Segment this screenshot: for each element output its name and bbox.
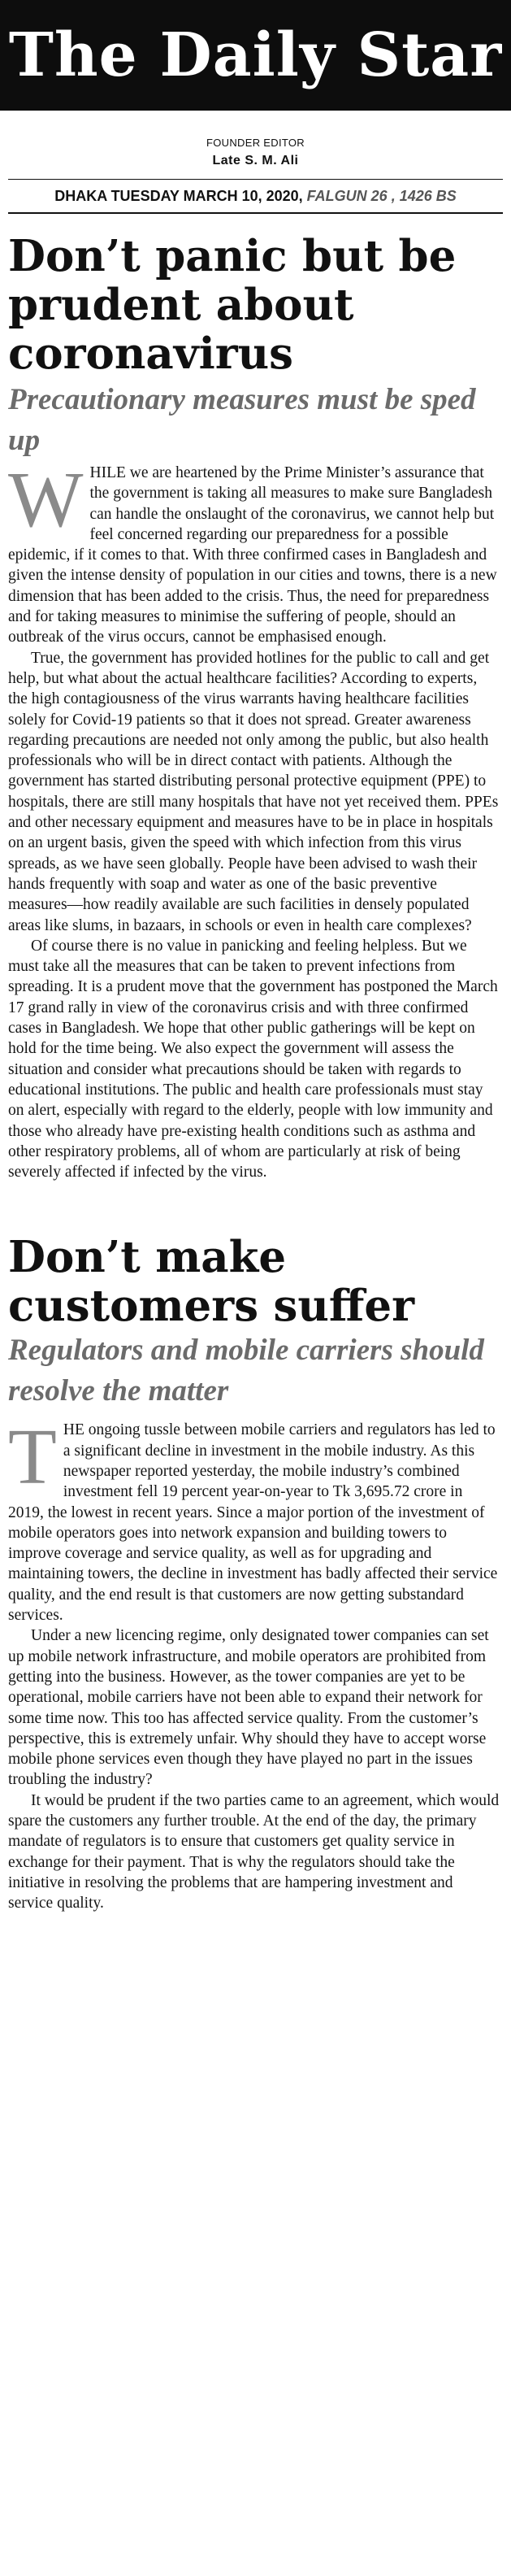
founder-name: Late S. M. Ali [212,154,299,168]
subheadline: Regulators and mobile carriers should resolve the matter [8,1334,484,1408]
drop-cap: T [8,1413,57,1502]
headline: Don’t panic but be prudent about coronavirus [8,231,457,379]
article-body [8,456,500,1182]
dateline-date: DHAKA TUESDAY MARCH 10, 2020, [54,188,303,204]
paragraph: Under a new licencing regime, only designated tower companies can set up mobile network infrastructure, and mobile operators are prohibited from getting into the business. However, as the tower companies are yet to be operational, mobile carriers have not been able to expand their network for some time now. This too has affected service quality. From the customer’s perspective, this is extremely unfair. Why should they have to accept worse mobile phone services even though they have played no part in the issues troubling the industry? [8,1627,489,1789]
editorial-mobile-carriers [0,1233,511,1913]
paragraph-text: HILE we are heartened by the Prime Minister’s assurance that the government is taking all measures to make sure Bangladesh can handle the onslaught of the coronavirus, we cannot help but feel concerned regarding our preparedness for a possible epidemic, if it comes to that. With three confirmed cases in Bangladesh and given the intense density of population in our cities and towns, there is a new dimension that has been added to the crisis. Thus, the need for preparedness and for taking measures to minimise the suffering of people, should an outbreak of the virus occurs, cannot be emphasised enough. [8,464,497,646]
editorial-coronavirus [0,232,511,1182]
article-body [8,1413,500,1913]
masthead [0,0,511,111]
dateline-bottom-rule [8,212,503,214]
paragraph: Of course there is no value in panicking and feeling helpless. But we must take all the measures that can be taken to prevent infections from spreading. It is a prudent move that the government has postponed the March 17 grand rally in view of the coronavirus crisis and with three confirmed cases in Bangladesh. We hope that other public gatherings will be kept on hold for the time being. We also expect the government will assess the situation and consider what precautions should be taken with regards to educational institutions. The public and health care professionals must stay on alert, especially with regard to the elderly, people with low immunity and those who already have pre-existing health conditions such as asthma and other respiratory problems, all of whom are particularly at risk of being severely affected if infected by the virus. [8,937,498,1181]
subheadline: Precautionary measures must be sped up [8,383,476,457]
paragraph [8,1413,500,1625]
paragraph-text: HE ongoing tussle between mobile carriers and regulators has led to a significant decline in investment in the mobile industry. As this newspaper reported yesterday, the mobile industry’s combined investment fell 19 percent year-on-year to Tk 3,695.72 crore in 2019, the lowest in recent years. Since a major portion of the investment of mobile operators goes into network expansion and building towers to improve coverage and service quality, as well as for upgrading and maintaining towers, the decline in investment has badly affected their service quality, and the end result is that customers are now getting substandard services. [8,1421,498,1625]
masthead-title: The Daily Star [8,20,503,90]
drop-cap: W [8,456,84,544]
founder-block [0,137,511,169]
founder-label: FOUNDER EDITOR [206,137,305,149]
paragraph [8,456,500,648]
paragraph: It would be prudent if the two parties came to an agreement, which would spare the customers any further trouble. At the end of the day, the primary mandate of regulators is to ensure that customers get quality service in exchange for their payment. That is why the regulators should take the initiative in resolving the problems that are hampering investment and service quality. [8,1791,500,1912]
paragraph: True, the government has provided hotlines for the public to call and get help, but what about the actual healthcare facilities? According to experts, the high contagiousness of the virus warrants having healthcare facilities solely for Covid-19 patients so that it does not spread. Greater awareness regarding precautions are needed not only among the public, but also health professionals who will be in direct contact with patients. Although the government has started distributing personal protective equipment (PPE) to hospitals, there are still many hospitals that have not yet received them. PPEs and other necessary equipment and measures have to be in place in hospitals on an urgent basis, given the speed with which infection from this virus spreads, as we have seen globally. People have been advised to wash their hands frequently with soap and water as one of the basic preventive measures—how readily available are such facilities in densely populated areas like slums, in bazaars, in schools or even in health care complexes? [8,649,499,934]
headline: Don’t make customers suffer [8,1232,415,1332]
dateline-bangla-date: FALGUN 26 , 1426 BS [306,188,457,204]
dateline [0,180,511,212]
